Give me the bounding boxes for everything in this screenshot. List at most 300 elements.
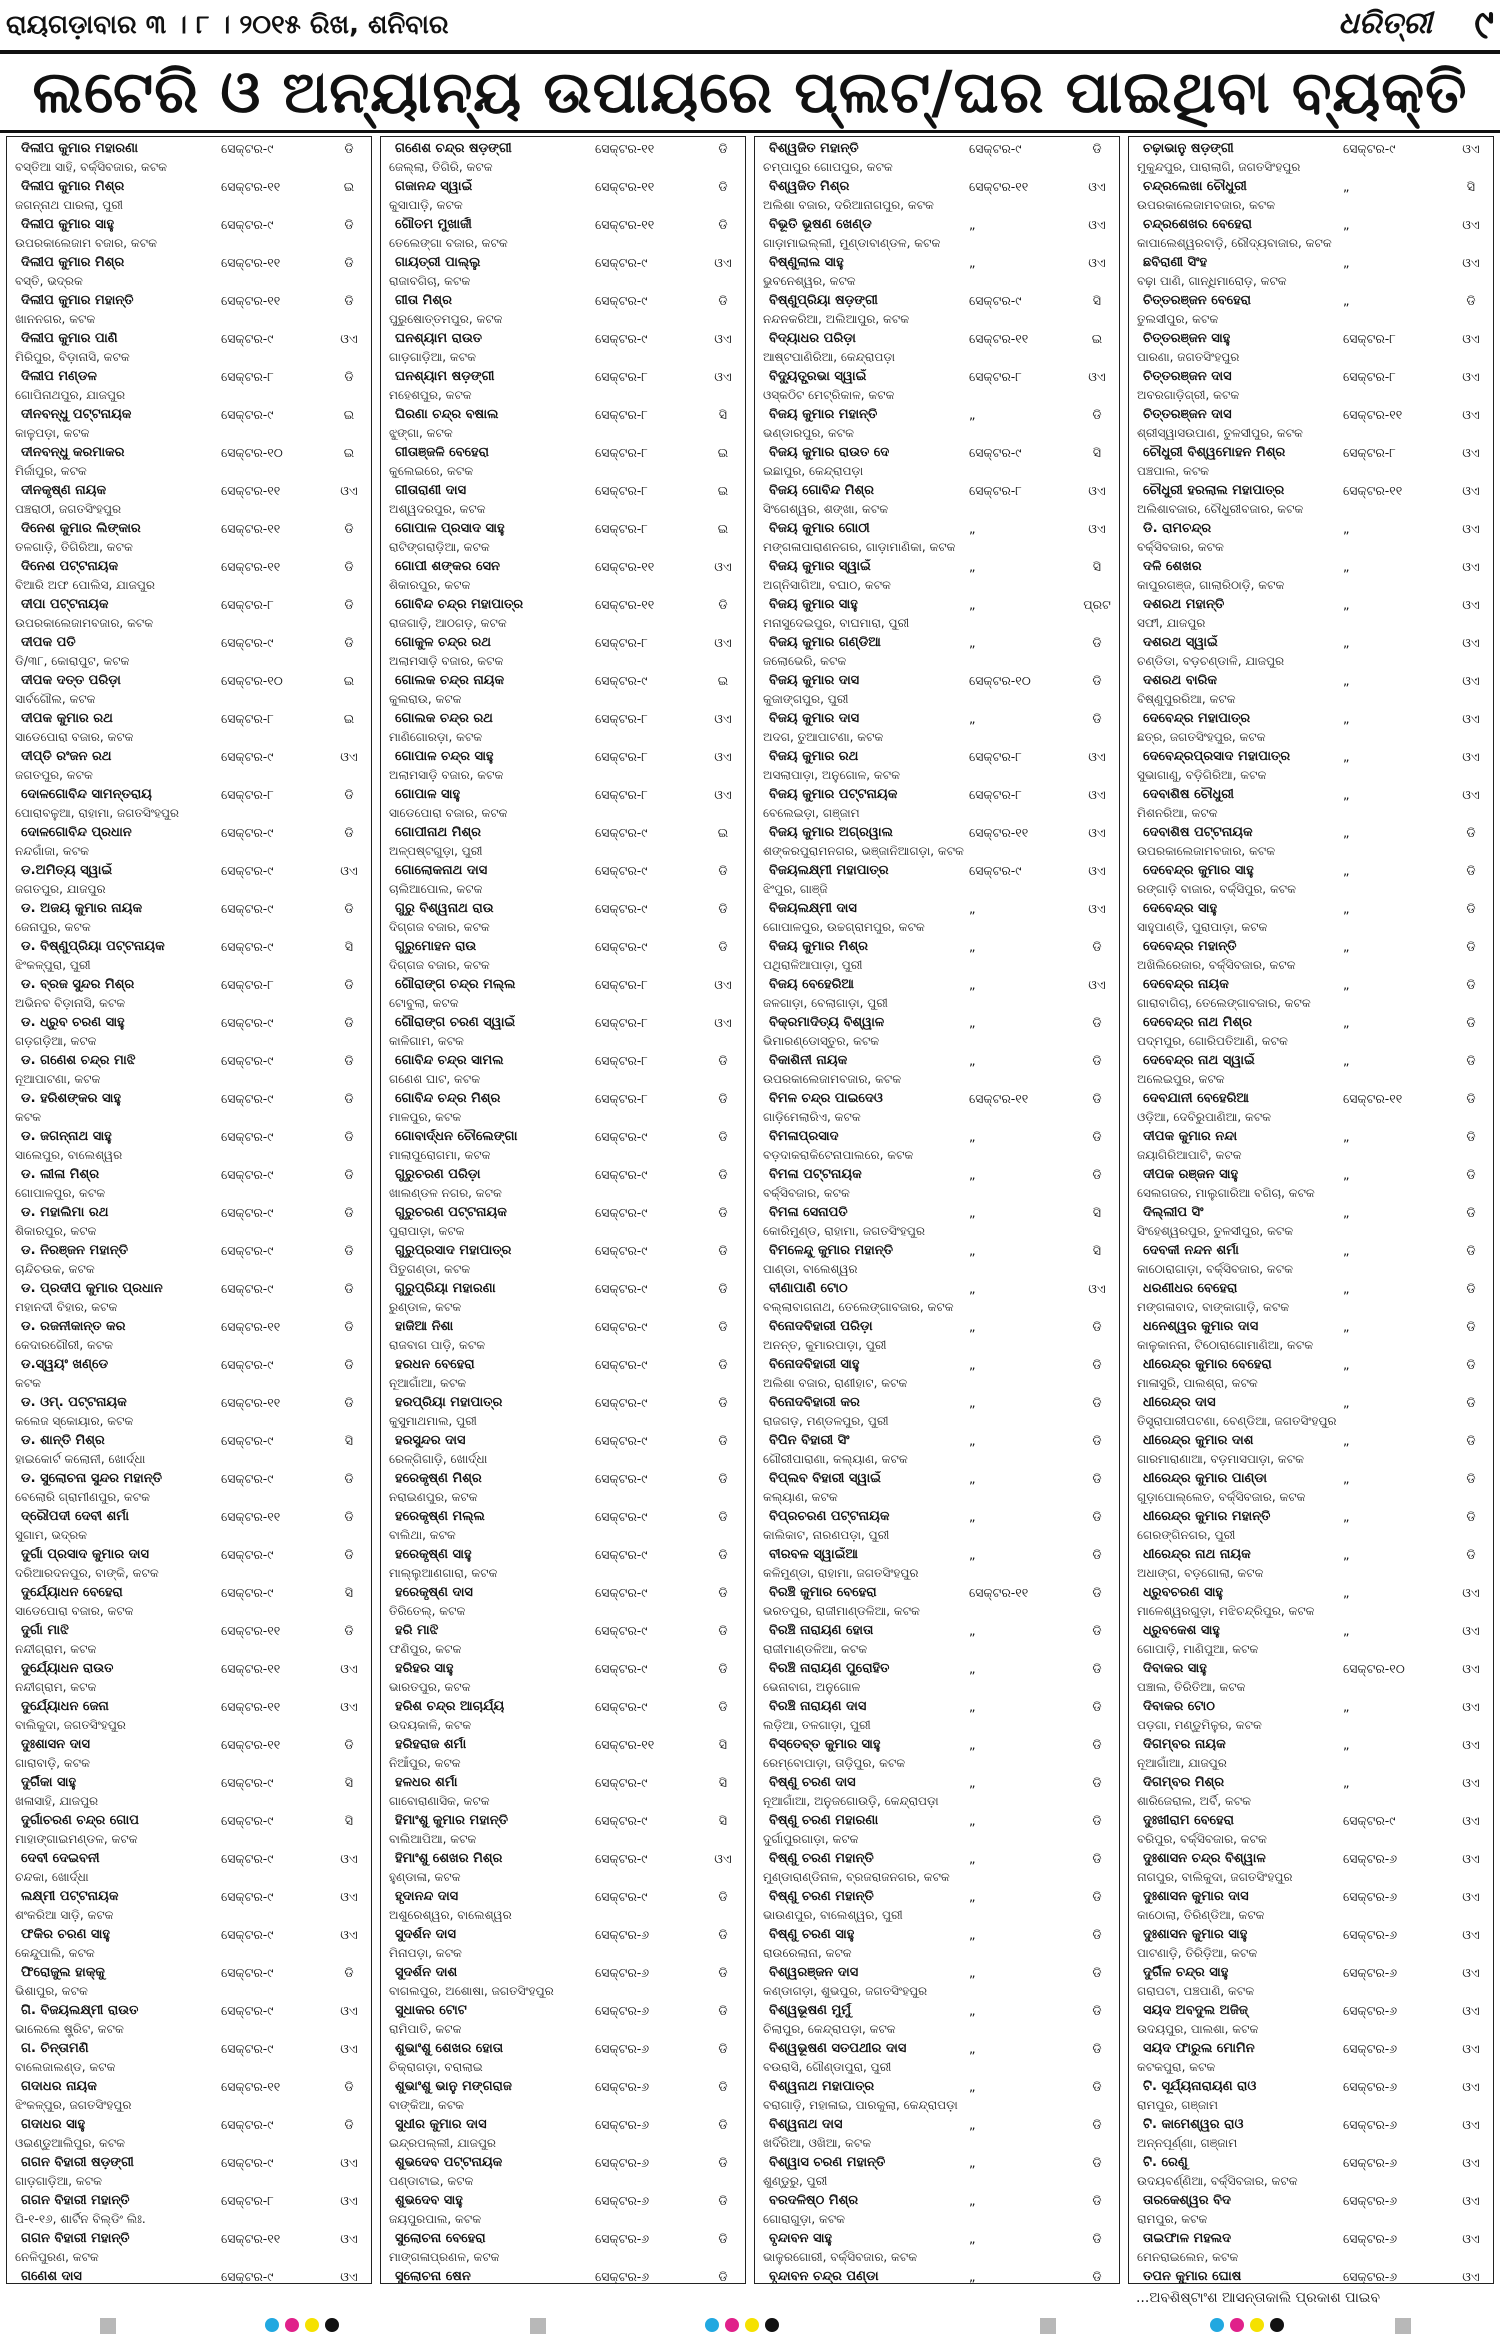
plot-category: ଡି [1092, 634, 1102, 650]
allottee-address: ଖାନନଗର, କଟକ [15, 312, 96, 326]
allottee-address: ଜୟାଗିରିଆପାଟି, କଟକ [1137, 1148, 1242, 1162]
allottee-address: ଜଗତପୁର, ଯାଜପୁର [15, 882, 106, 896]
plot-category: ଡି [718, 1888, 728, 1904]
list-item [11, 367, 367, 405]
plot-category: ଡି [344, 1394, 354, 1410]
sector-label: „ [1343, 939, 1350, 954]
list-item [759, 1203, 1115, 1241]
sector-label: ସେକ୍ଟର-୯ [221, 2116, 274, 2132]
plot-category: ଡି [344, 520, 354, 536]
list-item [1133, 519, 1489, 557]
sector-label: ସେକ୍ଟର-୯ [221, 1432, 274, 1448]
allottee-address: ଛତ୍ର, ଜଗତସିଂହପୁର, କଟକ [1137, 730, 1266, 744]
allottee-row [385, 2077, 741, 2096]
allottee-name: ବିଷ୍ଣୁଲାଲ ସାହୁ [769, 255, 844, 270]
allottee-row [385, 2153, 741, 2172]
allottee-name: ହିମାଂଶୁ ଶେଖର ମିଶ୍ର [395, 1851, 503, 1866]
allottee-row [759, 595, 1115, 614]
allottee-row [11, 747, 367, 766]
allottee-address: ପି-୧-୧୬, ଶାର୍ଟିନ ବିଲ୍ଡିଂ ଲିଃ. [15, 2212, 146, 2226]
plot-category: ଡି [718, 862, 728, 878]
sector-label: ସେକ୍ଟର-୬ [1343, 2230, 1398, 2246]
plot-category: ଓଏ [1088, 216, 1106, 232]
plot-category: ଓଏ [340, 2230, 358, 2246]
allottee-address: ଅନନ୍ତ, କୁମାରପାଡ଼ା, ପୁରୀ [763, 1338, 887, 1352]
yellow-dot [1250, 2318, 1264, 2332]
allottee-row [1133, 2153, 1489, 2172]
plot-category: ଓଏ [340, 862, 358, 878]
plot-category: ଓଏ [1462, 710, 1480, 726]
allottee-row [385, 1393, 741, 1412]
allottee-address: ଗୋପାଳପୁର, ଉଚ୍ଚଗ୍ରାମପୁର, କଟକ [763, 920, 925, 934]
allottee-row [11, 443, 367, 462]
plot-category: ଡି [718, 1432, 728, 1448]
plot-category: ଓଏ [714, 1014, 732, 1030]
allottee-name: ଦିଲୀପ କୁମାର ପାଣି [21, 331, 118, 346]
allottee-name: ବିଶ୍ୱନାଥ ଦାସ [769, 2117, 843, 2132]
allottee-address: ବିଷ୍ଣୁପୁରରିଆ, କଟକ [1137, 692, 1236, 706]
sector-label: „ [1343, 711, 1350, 726]
allottee-name: ହଳଧର ଶର୍ମା [395, 1775, 458, 1790]
sector-label: ସେକ୍ଟର-୯ [221, 2154, 274, 2170]
allottee-row [385, 595, 741, 614]
allottee-address: ମାଣିଗୋରଡ଼ା, କଟକ [389, 730, 483, 744]
allottee-row [11, 367, 367, 386]
list-item [759, 1431, 1115, 1469]
allottee-name: ବିଶ୍ୱରଞ୍ଜନ ଦାସ [769, 1965, 859, 1980]
list-item [1133, 633, 1489, 671]
sector-label: ସେକ୍ଟର-୯ [595, 1166, 648, 1182]
list-item [385, 823, 741, 861]
allottee-name: ବିଜୟ କୁମାର ଗୋଠୀ [769, 521, 870, 536]
list-item [11, 1127, 367, 1165]
allottee-name: ଦେବାଶିଷ ପଟ୍ଟନାୟକ [1143, 825, 1253, 840]
allottee-address: ଗୋପାଳପୁର, କଟକ [15, 1186, 106, 1200]
plot-category: ଓଏ [1088, 368, 1106, 384]
allottee-name: ସୁଲୋଚନା ଷେନ [395, 2269, 471, 2284]
allottee-row [11, 1241, 367, 1260]
list-item [759, 747, 1115, 785]
allottee-row [759, 367, 1115, 386]
allottee-name: ହରି ମାଝି [395, 1623, 439, 1638]
plot-category: ଡି [344, 1470, 354, 1486]
allottee-address: ଡି/୩୮, କୋରାପୁଟ, କଟକ [15, 654, 130, 668]
allottee-address: ଅଗ୍ନିସାଗିଆ, ବଘାଠ, କଟକ [763, 578, 891, 592]
plot-category: ଡି [718, 1926, 728, 1942]
plot-category: ଡି [1466, 1128, 1476, 1144]
list-item [11, 1659, 367, 1697]
allottee-row [11, 1279, 367, 1298]
allottee-row [759, 1089, 1115, 1108]
allottee-name: ଗୌରାଙ୍ଗ ଚନ୍ଦ୍ର ମଲ୍ଲ [395, 977, 516, 992]
allottee-address: କଟକ [15, 1376, 42, 1390]
allottee-name: ଦେବେନ୍ଦ୍ର କୁମାର ସାହୁ [1143, 863, 1254, 878]
allottee-name: ଗୌତମ ମୁଖାର୍ଜୀ [395, 217, 472, 232]
magenta-dot [725, 2318, 739, 2332]
list-item [11, 1317, 367, 1355]
allottee-name: ଦୁର୍ଗାଚରଣ ଚନ୍ଦ୍ର ଗୋପ [21, 1813, 139, 1828]
sector-label: „ [1343, 1243, 1350, 1258]
allottee-address: ଇଛାପୁର, କେନ୍ଦ୍ରାପଡ଼ା [763, 464, 864, 478]
plot-category: ଓଏ [1462, 216, 1480, 232]
plot-category: ସି [1092, 1242, 1102, 1258]
allottee-name: ଡ. ଧ୍ରୁବ ଚରଣ ସାହୁ [21, 1015, 125, 1030]
plot-category: ଓଏ [340, 1850, 358, 1866]
list-item [385, 1241, 741, 1279]
plot-category: ଇ [343, 444, 355, 460]
allottee-name: ଡ.ଅମିତ୍ୟ ସ୍ୱାଇଁ [21, 863, 113, 878]
allottee-row [385, 2001, 741, 2020]
allottee-address: କୁଲରାଉ, କଟକ [389, 692, 462, 706]
allottee-name: ବିଜୟ କୁମାର ମିଶ୍ର [769, 939, 869, 954]
plot-category: ଇ [343, 406, 355, 422]
allottee-name: ଦୁଃଖୀରାମ ବେହେରା [1143, 1813, 1234, 1828]
allottee-name: ସୁଧାକର ଟୋଟ [395, 2003, 467, 2018]
plot-category: ଡି [718, 1546, 728, 1562]
allottee-row [1133, 1507, 1489, 1526]
allottee-address: ଶ୍ରୀସ୍ୱାସଉପାଣ, ତୁଳସୀପୁର, କଟକ [1137, 426, 1303, 440]
list-item [385, 519, 741, 557]
allottee-address: ଆଷ୍ଟପାଣିରିଆ, କେନ୍ଦ୍ରାପଡ଼ା [763, 350, 895, 364]
list-item [11, 329, 367, 367]
list-item [11, 1697, 367, 1735]
plot-category: ଡି [1092, 1926, 1102, 1942]
sector-label: ସେକ୍ଟର-୮ [221, 2192, 274, 2208]
list-item [1133, 2191, 1489, 2229]
plot-category: ଓଏ [714, 748, 732, 764]
allottee-address: ଅଦଗ, ତୁଆପାଟଣା, କଟକ [763, 730, 884, 744]
list-item [1133, 2267, 1489, 2284]
sector-label: ସେକ୍ଟର-୮ [221, 596, 274, 612]
plot-category: ଡି [718, 596, 728, 612]
list-item [385, 1849, 741, 1887]
sector-label: ସେକ୍ଟର-୧୧ [221, 1736, 281, 1752]
headline: ଲଟେରି ଓ ଅନ୍ୟାନ୍ୟ ଉପାୟରେ ପ୍ଲଟ୍/ଘର ପାଇଥିବା ବ୍ୟକ୍ତି [32, 58, 1468, 126]
list-item [11, 2191, 367, 2229]
list-item [759, 2115, 1115, 2153]
allottee-row [385, 1621, 741, 1640]
allottee-row [11, 899, 367, 918]
allottee-address: ରଙ୍ଗାଡ଼ି ବାଜାର, ବର୍କ୍ସିପୁର, କଟକ [1137, 882, 1296, 896]
allottee-address: ହାଇକୋର୍ଟ କଲୋନୀ, ଖୋର୍ଦ୍ଧା [15, 1452, 146, 1466]
sector-label: ସେକ୍ଟର-୮ [595, 520, 648, 536]
allottee-name: ଡ. ବିଷ୍ଣୁପ୍ରିୟା ପଟ୍ଟନାୟକ [21, 939, 165, 954]
allottee-address: ଖଳାସାହି, ଯାଜପୁର [15, 1794, 99, 1808]
sector-label: ସେକ୍ଟର-୯ [221, 1090, 274, 1106]
allottee-address: ଚିକ୍ରାଗଡ଼ା, ବରାଲାଇ [389, 2060, 483, 2074]
plot-category: ଡି [718, 1660, 728, 1676]
plot-category: ଡି [1092, 1736, 1102, 1752]
plot-category: ଡି [344, 558, 354, 574]
allottee-address: ରାମିପାତି, କଟକ [389, 2022, 462, 2036]
plot-category: ସି [1092, 558, 1102, 574]
allottee-address: ବସ୍ତିଆ ସାହି, ବର୍କ୍ସିବଜାର, କଟକ [15, 160, 168, 174]
allottee-address: ବାଙ୍କିଆ, କଟକ [389, 2098, 465, 2112]
allottee-row [11, 1355, 367, 1374]
allottee-address: ରାମପୁର, ଗଞ୍ଜାମ [1137, 2098, 1218, 2112]
list-item [385, 1887, 741, 1925]
plot-category: ଡି [1092, 1432, 1102, 1448]
allottee-row [11, 215, 367, 234]
allottee-row [11, 2001, 367, 2020]
list-item [11, 1089, 367, 1127]
allottee-address: କାଠୋରାଗାଡ଼ା, ବର୍କ୍ସିବଜାର, କଟକ [1137, 1262, 1293, 1276]
plot-category: ଡି [718, 2040, 728, 2056]
allottee-address: ପୁରାପାଡ଼ା, କଟକ [389, 1224, 465, 1238]
list-item [385, 2229, 741, 2267]
allottee-name: ବିଜୟ ଗୋବିନ୍ଦ ମିଶ୍ର [769, 483, 875, 498]
allottee-row [385, 1165, 741, 1184]
allottee-address: ଭାଲେଲେ ଷ୍ଟ୍ରିଟ, କଟକ [15, 2022, 124, 2036]
allottee-row [385, 1849, 741, 1868]
list-item [385, 747, 741, 785]
list-item [385, 1507, 741, 1545]
allottee-address: ଅଲିଶାବଜାର, ଚୌଧୁରୀବଜାର, କଟକ [1137, 502, 1304, 516]
allottee-row [1133, 405, 1489, 424]
allottee-name: ବିଷ୍ଣୁ ଚରଣ ଦାସ [769, 1775, 856, 1790]
allottee-name: ଡ. ବ୍ରଜ ସୁନ୍ଦର ମିଶ୍ର [21, 977, 135, 992]
allottee-name: ଡ. ଜଗନ୍ନାଥ ସାହୁ [21, 1129, 112, 1144]
plot-category: ଓଏ [1088, 900, 1106, 916]
plot-category: ଓଏ [1462, 1964, 1480, 1980]
list-item [385, 1393, 741, 1431]
allottee-address: ପୁରୁଷୋତ୍ତମପୁର, କଟକ [389, 312, 503, 326]
plot-category: ଡି [1466, 1280, 1476, 1296]
allottee-name: ସୁଲୋଚନା ବେହେରା [395, 2231, 486, 2246]
sector-label: „ [1343, 217, 1350, 232]
plot-category: ଡି [1092, 1014, 1102, 1030]
allottee-address: ସଫୀ, ଯାଜପୁର [1137, 616, 1206, 630]
sector-label: ସେକ୍ଟର-୬ [1343, 1926, 1398, 1942]
sector-label: „ [1343, 255, 1350, 270]
allottee-address: ନନ୍ଦନକରିଆ, ଅଲିଆପୁର, କଟକ [763, 312, 910, 326]
list-item [385, 1051, 741, 1089]
allottee-address: ଅସଲାପାଡ଼ା, ଅନୁଗୋଳ, କଟକ [763, 768, 900, 782]
sector-label: „ [1343, 1053, 1350, 1068]
allottee-address: ଅଶୁରେଶ୍ୱର, ବାଲେଶ୍ୱର [389, 1908, 512, 1922]
sector-label: „ [969, 2155, 976, 2170]
list-item [1133, 1165, 1489, 1203]
list-item [759, 1279, 1115, 1317]
continuation-note: ...ଅବଶିଷ୍ଟାଂଶ ଆସନ୍ତାକାଲି ପ୍ରକାଶ ପାଇବ [1135, 2290, 1380, 2306]
allottee-name: ଡ. ଲୀଳା ମିଶ୍ର [21, 1167, 100, 1182]
plot-category: ଡି [1092, 1622, 1102, 1638]
sector-label: ସେକ୍ଟର-୯ [1343, 1812, 1396, 1828]
list-item [385, 215, 741, 253]
allottee-row [385, 975, 741, 994]
plot-category: ଓଏ [1088, 178, 1106, 194]
allottee-name: ଗୋଲକ ଚନ୍ଦ୍ର ନାୟକ [395, 673, 505, 688]
list-item [385, 671, 741, 709]
allottee-name: ଦିଲୀପ ମଣ୍ଡଳ [21, 369, 97, 384]
plot-category: ଡି [1466, 292, 1476, 308]
allottee-name: ଗ. ଚିନ୍ତାମଣି [21, 2041, 89, 2056]
allottee-row [1133, 443, 1489, 462]
plot-category: ଡି [1466, 862, 1476, 878]
allottee-row [11, 937, 367, 956]
allottee-row [759, 1393, 1115, 1412]
allottee-row [759, 1545, 1115, 1564]
allottee-row [385, 1051, 741, 1070]
list-item [385, 2267, 741, 2284]
list-item [385, 1925, 741, 1963]
list-item [385, 785, 741, 823]
allottee-address: ଜୟପୁରପାଲ, କଟକ [389, 2212, 482, 2226]
allottee-address: ଝିଂକଳ୍ପୁର, ଜଗତସିଂହପୁର [15, 2098, 132, 2112]
plot-category: ଡି [1092, 2116, 1102, 2132]
allottee-address: ଶିକାରପୁର, କଟକ [15, 1224, 97, 1238]
plot-category: ଇ [1091, 330, 1103, 346]
sector-label: ସେକ୍ଟର-୯ [221, 1280, 274, 1296]
allottee-address: ଦିଗ୍ଗଜ ବଜାର, କଟକ [389, 920, 490, 934]
allottee-address: ଓଇଣ୍ଡୁଆଲିପୁର, କଟକ [15, 2136, 126, 2150]
plot-category: ଓଏ [714, 710, 732, 726]
color-registration-dots [1210, 2318, 1284, 2332]
list-item [11, 405, 367, 443]
allottee-row [11, 1203, 367, 1222]
list-item [11, 1279, 367, 1317]
sector-label: ସେକ୍ଟର-୮ [1343, 330, 1396, 346]
allottee-name: ଧରଣୀଧର ବେହେରା [1143, 1281, 1238, 1296]
list-item [1133, 709, 1489, 747]
sector-label: ସେକ୍ଟର-୯ [969, 292, 1022, 308]
allottee-address: କାଳିଗାମ, କଟକ [389, 1034, 464, 1048]
allottee-row [1133, 1393, 1489, 1412]
plot-category: ଓଏ [1088, 862, 1106, 878]
sector-label: ସେକ୍ଟର-୯ [221, 1014, 274, 1030]
allottee-name: ବିଶ୍ୱଭୂଷଣ ସତପଥୀର ଦାସ [769, 2041, 907, 2056]
allottee-address: ନନ୍ଦଗାଁଜା, କଟକ [15, 844, 89, 858]
allottee-name: ଛବିରାଣୀ ସିଂହ [1143, 255, 1208, 270]
sector-label: „ [1343, 1129, 1350, 1144]
sector-label: ସେକ୍ଟର-୧୧ [221, 2230, 281, 2246]
allottee-row [385, 1317, 741, 1336]
allottee-row [1133, 785, 1489, 804]
plot-category: ଡି [1092, 1584, 1102, 1600]
allottee-name: ଦୀପକ ପତି [21, 635, 76, 650]
allottee-address: ବଢ଼ା ପାଣି, ଗାନ୍ଧିମାରୋଡ଼, କଟକ [1137, 274, 1287, 288]
allottee-address: ଓଡ଼ିଆ, ଦେବିରୁପାଣିଆ, କଟକ [1137, 1110, 1272, 1124]
plot-category: ଡି [344, 140, 354, 156]
sector-label: ସେକ୍ଟର-୯ [221, 862, 274, 878]
allottee-address: ମନାସୁଦେଇପୁର, ବାଘମାରା, ପୁରୀ [763, 616, 910, 630]
allottee-row [1133, 1165, 1489, 1184]
sector-label: ସେକ୍ଟର-୯ [221, 1470, 274, 1486]
allottee-row [11, 785, 367, 804]
allottee-name: ଦ୍ରୌପଦୀ ଦେବୀ ଶର୍ମା [21, 1509, 129, 1524]
sector-label: ସେକ୍ଟର-୮ [221, 368, 274, 384]
allottee-name: ଗୋବିନ୍ଦ ଚନ୍ଦ୍ର ମିଶ୍ର [395, 1091, 501, 1106]
list-item [759, 1165, 1115, 1203]
allottee-row [759, 861, 1115, 880]
allottee-name: ଦୁଃଶାସନ କୁମାର ସାହୁ [1143, 1927, 1248, 1942]
sector-label: ସେକ୍ଟର-୯ [221, 1888, 274, 1904]
plot-category: ଓଏ [1462, 1736, 1480, 1752]
allottee-row [11, 1697, 367, 1716]
allottee-address: ମହାନଦୀ ବିହାର, କଟକ [15, 1300, 118, 1314]
allottee-address: ଉଦୟକାଳି, କଟକ [389, 1718, 472, 1732]
allottee-row [385, 481, 741, 500]
plot-category: ଡି [718, 1584, 728, 1600]
allottee-row [385, 519, 741, 538]
allottee-row [759, 253, 1115, 272]
sector-label: „ [1343, 1737, 1350, 1752]
sector-label: „ [969, 1623, 976, 1638]
sector-label: ସେକ୍ଟର-୮ [595, 1052, 648, 1068]
plot-category: ଡି [718, 216, 728, 232]
allottee-name: ଦେବେନ୍ଦ୍ରପ୍ରସାଦ ମହାପାତ୍ର [1143, 749, 1291, 764]
allottee-row [385, 1811, 741, 1830]
list-item [385, 1127, 741, 1165]
list-item [385, 1013, 741, 1051]
allottee-address: ଚଣ୍ଡିଡା, ବଡ଼ଚଣ୍ଡାଳି, ଯାଜପୁର [1137, 654, 1285, 668]
allottee-row [385, 1469, 741, 1488]
list-item [759, 2191, 1115, 2229]
allottee-address: ଚମ୍ପାପୁର ଗୋପପୁର, କଟକ [763, 160, 893, 174]
allottee-name: ଦେବେନ୍ଦ୍ର ନାଥ ସ୍ୱାଇଁ [1143, 1053, 1255, 1068]
sector-label: ସେକ୍ଟର-୯ [221, 2268, 274, 2284]
allottee-address: କେଦାରଗୌରୀ, କଟକ [15, 1338, 114, 1352]
allottee-row [385, 2229, 741, 2248]
allottee-row [385, 557, 741, 576]
list-item [1133, 1089, 1489, 1127]
allottee-name: ଡ. ଗଣେଶ ଚନ୍ଦ୍ର ମାଝି [21, 1053, 136, 1068]
allottee-name: ଦିଲୀପ କୁମାର ମିଶ୍ର [21, 179, 125, 194]
list-item [1133, 1545, 1489, 1583]
list-item [1133, 1849, 1489, 1887]
allottee-address: ସାଲେପୁର, ବାଲେଶ୍ୱର [15, 1148, 123, 1162]
allottee-name: ଦିଲୀପ କୁମାର ସାହୁ [21, 217, 115, 232]
allottee-row [759, 1469, 1115, 1488]
list-item [11, 1431, 367, 1469]
allottee-name: ଦୁର୍ଗିକା ସାହୁ [21, 1775, 77, 1790]
sector-label: ସେକ୍ଟର-୯ [221, 1546, 274, 1562]
plot-category: ଇ [343, 672, 355, 688]
allottee-row [759, 1241, 1115, 1260]
allottee-address: ବରାଗାଡ଼ି, ମହାଳାଇ, ପାରକୁଲା, କେନ୍ଦ୍ରାପଡ଼ା [763, 2098, 958, 2112]
allottee-name: ଦୁଃଶାସନ କୁମାର ଦାସ [1143, 1889, 1249, 1904]
allottee-row [759, 215, 1115, 234]
allottee-name: ଶୁଭଦେବ ପଟ୍ଟନାୟକ [395, 2155, 503, 2170]
plot-category: ଓଏ [1462, 2192, 1480, 2208]
allottee-address: ଶଂକରିଆ ସାଡ଼ି, କଟକ [15, 1908, 114, 1922]
allottee-row [759, 139, 1115, 158]
allottee-address: ବଉରାସି, ଗୌଣ୍ଡାପୁରା, ପୁରୀ [763, 2060, 892, 2074]
allottee-address: ଟୋବୁଲା, କଟକ [389, 996, 459, 1010]
allottee-name: ବିଦ୍ୟୁତ୍ପ୍ରଭା ସ୍ୱାଇଁ [769, 369, 867, 384]
allottee-address: ମିଶନରିଆ, କଟକ [1137, 806, 1218, 820]
sector-label: ସେକ୍ଟର-୯ [595, 672, 648, 688]
allottee-name: ହରିଶ ଚନ୍ଦ୍ର ଆଚାର୍ଯ୍ୟ [395, 1699, 505, 1714]
allottee-name: ଗୌରାଙ୍ଗ ଚରଣ ସ୍ୱାଇଁ [395, 1015, 516, 1030]
allottee-row [385, 1583, 741, 1602]
allottee-row [759, 291, 1115, 310]
allottee-row [11, 1849, 367, 1868]
allottee-address: ରେଳ୍ଗିଗାଡ଼ି, ଖୋର୍ଦ୍ଧା [389, 1452, 488, 1466]
allottee-address: ଖଦିଁରିଆ, ଓଖିଆ, କଟକ [763, 2136, 872, 2150]
allottee-name: ଦୁର୍ଗା ମାଝି [21, 1623, 69, 1638]
allottee-address: ନୂଆଗାଁଆ, ଅନୁଜଗୋଉଡ଼ି, କେନ୍ଦ୍ରାପଡ଼ା [763, 1794, 939, 1808]
sector-label: ସେକ୍ଟର-୯ [221, 1356, 274, 1372]
allottee-name: ବିଜୟ କୁମାର ମହାନ୍ତି [769, 407, 878, 422]
allottee-name: ଦଶରଥ ସ୍ୱାଇଁ [1143, 635, 1218, 650]
allottee-name: ଗାୟତ୍ରୀ ପାଲ୍ଲୁ [395, 255, 481, 270]
list-item [759, 329, 1115, 367]
allottee-row [759, 937, 1115, 956]
plot-category: ଓଏ [340, 2268, 358, 2284]
list-item [385, 253, 741, 291]
sector-label: ସେକ୍ଟର-୯ [595, 1318, 648, 1334]
